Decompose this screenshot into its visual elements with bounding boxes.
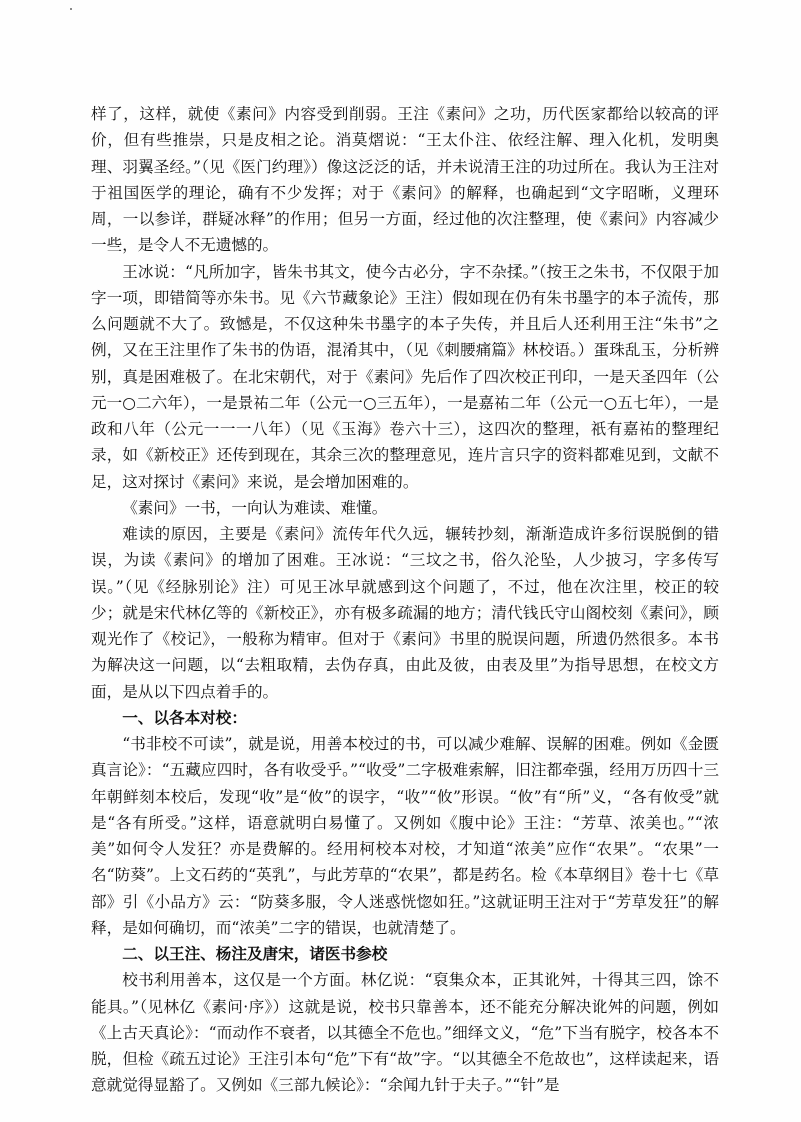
paragraph-shanben: 校书利用善本，这仅是一个方面。林亿说：“裒集众本，正其讹舛，十得其三四，馀不能具。”（见林亿《素问·序》）这就是说，校书只靠善本，还不能充分解决讹舛的问题，例如《上古天真论》：“而动作不衰者，以其德全不危也。”细绎文义，“危”下当有脱字，校各本不脱，但检《疏五过论》王注引本句“危”下有“故”字。“以其德全不危故也”，这样读起来，语意就觉得显豁了。又例如《三部九候论》：“余闻九针于夫子。”“针”是 — [91, 971, 719, 1095]
section-heading-2: 二、以王注、杨注及唐宋，诸医书参校 — [122, 944, 388, 963]
paragraph-gebenduijiao: “书非校不可读”，就是说，用善本校过的书，可以减少难解、误解的困难。例如《金匮真言论》：“五藏应四时，各有收受乎。”“收受”二字极难索解，旧注都牵强，经用万历四十三年朝鲜刻本校后，发现“收”是“攸”的误字，“收”“攸”形误。“攸”有“所”义，“各有攸受”就是“各有所受。”这样，语意就明白易懂了。又例如《腹中论》王注：“芳草、浓美也。”“浓美”如何令人发狂？亦是费解的。经用柯校本对校，才知道“浓美”应作“农果”。“农果”一名“防葵”。上文石药的“英乳”，与此芳草的“农果”，都是药名。检《本草纲目》卷十七《草部》引《小品方》云：“防葵多服，令人迷惑恍惚如狂。”这就证明王注对于“芳草发狂”的解释，是如何确切，而“浓美”二字的错误，也就清楚了。 — [91, 735, 719, 937]
scan-speck — [70, 8, 72, 10]
paragraph-continuation: 样了，这样，就使《素问》内容受到削弱。王注《素问》之功，历代医家都给以较高的评价，但有些推崇，只是皮相之论。消莫熠说：“王太仆注、依经注解、理入化机，发明奥理、羽翼圣经。”（见《医门约理》）像这泛泛的话，并未说清王注的功过所在。我认为王注对于祖国医学的理论，确有不少发挥；对于《素问》的解释，也确起到“文字昭晰，义理环周，一以参详，群疑冰释”的作用；但另一方面，经过他的次注整理，使《素问》内容减少一些，是令人不无遗憾的。 — [91, 105, 719, 255]
paragraph-wang-bing-zhushu: 王冰说：“凡所加字，皆朱书其文，使今古必分，字不杂揉。”（按王之朱书，不仅限于加字一项，即错简等亦朱书。见《六节藏象论》王注）假如现在仍有朱书墨字的本子流传，那么问题就不大了。致憾是，不仅这种朱书墨字的本子失传，并且后人还利用王注“朱书”之例，又在王注里作了朱书的伪语，混淆其中，（见《刺腰痛篇》林校语。）蛋珠乱玉，分析辨别，真是困难极了。在北宋朝代，对于《素问》先后作了四次校正刊印，一是天圣四年（公元一○二六年），一是景祐二年（公元一○三五年），一是嘉祐二年（公元一○五七年），一是政和八年（公元一一一八年）（见《玉海》卷六十三），这四次的整理，祇有嘉祐的整理纪录，如《新校正》还传到现在，其余三次的整理意见，连片言只字的资料都难见到，文献不足，这对探讨《素问》来说，是会增加困难的。 — [91, 262, 719, 491]
paragraph-nandu-yuanyin: 难读的原因，主要是《素问》流传年代久远，辗转抄刻，渐渐造成许多衍误脱倒的错误，为读《素问》的增加了困难。王冰说：“三坟之书，俗久沦坠，人少披习，字多传写误。”（见《经脉别论》注）可见王冰早就感到这个问题了，不过，他在次注里，校正的较少；就是宋代林亿等的《新校正》，亦有极多疏漏的地方；清代钱氏守山阁校刻《素问》，顾观光作了《校记》，一般称为精审。但对于《素问》书里的脱误问题，所遗仍然很多。本书为解决这一问题，以“去粗取精，去伪存真，由此及彼，由表及里”为指导思想，在校文方面，是从以下四点着手的。 — [91, 525, 719, 701]
body-text — [91, 101, 719, 1099]
section-heading-1: 一、以各本对校： — [122, 707, 247, 727]
paragraph-suwen-nandu: 《素问》一书，一向认为难读、难懂。 — [122, 498, 388, 517]
